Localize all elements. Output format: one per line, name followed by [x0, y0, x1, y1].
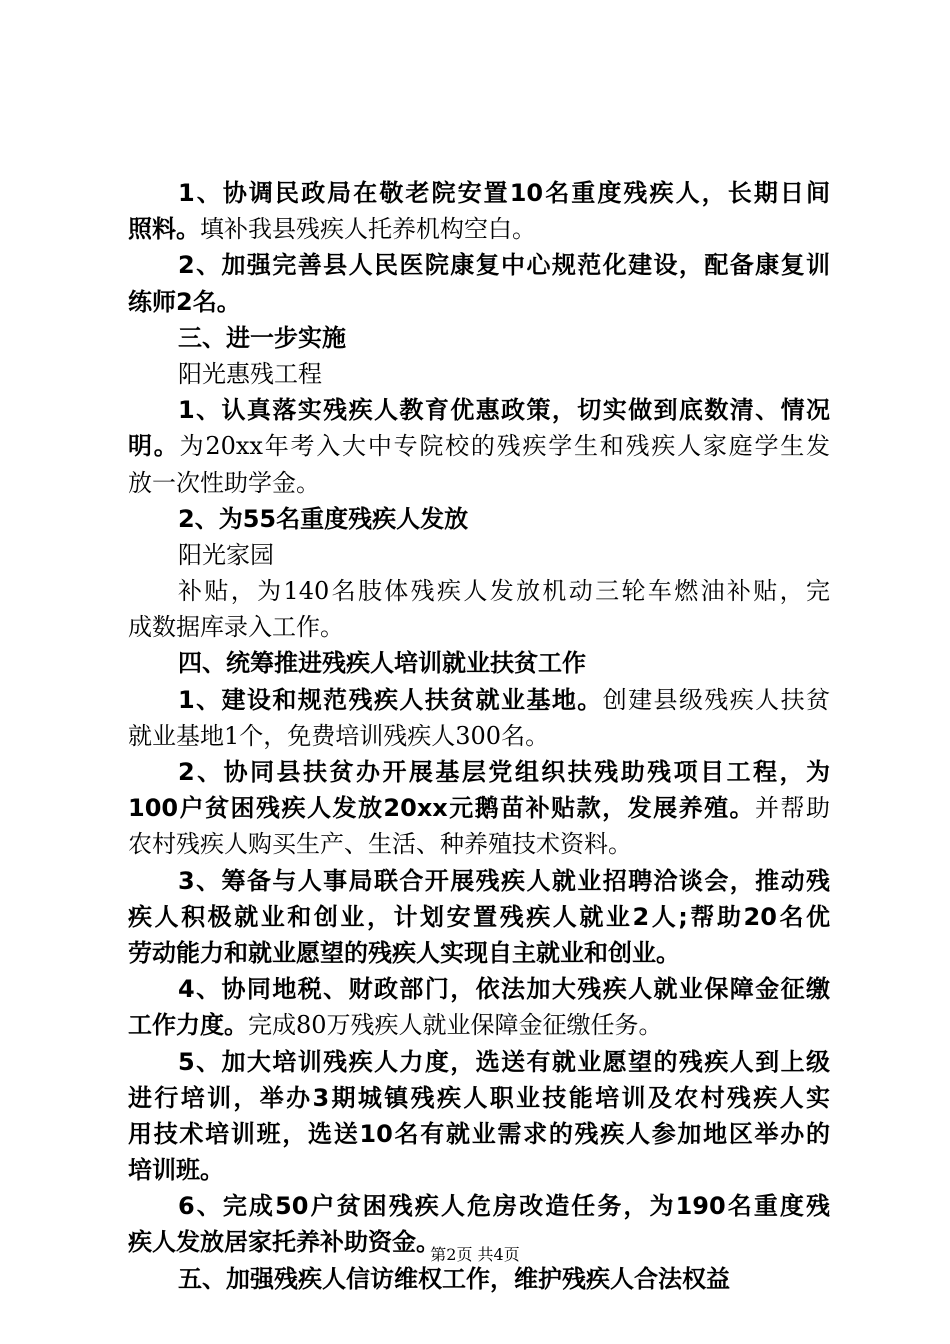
text-line	[128, 935, 830, 971]
text-line	[128, 356, 830, 392]
text-run: 照料。	[128, 215, 200, 244]
text-run: 进行培训，举办3期城镇残疾人职业技能培训及农村残疾人实	[128, 1083, 830, 1112]
text-run: 1、认真落实残疾人教育优惠政策，切实做到底数清、情况	[178, 396, 830, 425]
text-line	[128, 899, 830, 935]
text-run: 就业基地1个，免费培训残疾人300名。	[128, 721, 550, 750]
text-run: 创建县级残疾人扶贫	[602, 685, 830, 714]
text-run: 放一次性助学金。	[128, 468, 320, 497]
text-line	[128, 537, 830, 573]
text-run: 阳光家园	[178, 540, 274, 569]
text-line	[128, 826, 830, 862]
text-line	[128, 320, 830, 356]
text-run: 3、筹备与人事局联合开展残疾人就业招聘洽谈会，推动残	[178, 866, 830, 895]
text-line	[128, 1152, 830, 1188]
document-body	[128, 175, 830, 1297]
text-run: 疾人积极就业和创业，计划安置残疾人就业2人;帮助20名优	[128, 902, 830, 931]
text-line	[128, 1007, 830, 1043]
text-line	[128, 1080, 830, 1116]
text-run: 2、协同县扶贫办开展基层党组织扶残助残项目工程，为	[178, 758, 830, 786]
text-run: 填补我县残疾人托养机构空白。	[200, 215, 536, 244]
text-line	[128, 573, 830, 609]
text-line	[128, 175, 830, 211]
text-run: 疾人发放居家托养补助资金。	[128, 1228, 440, 1257]
text-run: 1、协调民政局在敬老院安置10名重度残疾人，长期日间	[178, 179, 830, 207]
text-run: 劳动能力和就业愿望的残疾人实现自主就业和创业。	[128, 938, 680, 967]
text-line	[128, 428, 830, 464]
text-line	[128, 1044, 830, 1080]
text-run: 100户贫困残疾人发放20xx元鹅苗补贴款，发展养殖。	[128, 794, 756, 823]
text-run: 并帮助	[755, 794, 830, 823]
text-run: 完成80万残疾人就业保障金征缴任务。	[248, 1011, 663, 1040]
text-run: 工作力度。	[128, 1011, 248, 1040]
text-run: 为20xx年考入大中专院校的残疾学生和残疾人家庭学生发	[179, 432, 830, 461]
text-run: 练师2名。	[128, 287, 241, 316]
text-line	[128, 645, 830, 681]
text-run: 五、加强残疾人信访维权工作，维护残疾人合法权益	[178, 1264, 730, 1293]
text-line	[128, 754, 830, 790]
text-line	[128, 718, 830, 754]
text-line	[128, 1188, 830, 1224]
text-line	[128, 1116, 830, 1152]
text-run: 成数据库录入工作。	[128, 613, 344, 642]
text-run: 农村残疾人购买生产、生活、种养殖技术资料。	[128, 830, 632, 859]
text-run: 补贴，为140名肢体残疾人发放机动三轮车燃油补贴，完	[178, 577, 830, 606]
text-run: 4、协同地税、财政部门，依法加大残疾人就业保障金征缴	[178, 975, 830, 1004]
text-run: 培训班。	[128, 1156, 224, 1185]
text-line	[128, 211, 830, 247]
text-run: 明。	[128, 432, 180, 461]
text-run: 2、加强完善县人民医院康复中心规范化建设，配备康复训	[178, 251, 830, 280]
text-line	[128, 609, 830, 645]
text-line	[128, 465, 830, 501]
text-run: 6、完成50户贫困残疾人危房改造任务，为190名重度残	[178, 1192, 830, 1221]
text-line	[128, 501, 830, 537]
text-run: 5、加大培训残疾人力度，选送有就业愿望的残疾人到上级	[178, 1047, 830, 1076]
text-line	[128, 1261, 830, 1297]
text-line	[128, 284, 830, 320]
text-line	[128, 790, 830, 826]
text-run: 三、进一步实施	[178, 323, 346, 352]
text-line	[128, 863, 830, 899]
text-line	[128, 682, 830, 718]
text-line	[128, 392, 830, 428]
page-footer: 第2页 共4页	[430, 1245, 520, 1264]
text-run: 阳光惠残工程	[178, 359, 322, 388]
text-run: 1、建设和规范残疾人扶贫就业基地。	[178, 685, 603, 714]
text-run: 用技术培训班，选送10名有就业需求的残疾人参加地区举办的	[128, 1119, 830, 1148]
text-line	[128, 247, 830, 283]
text-run: 四、统筹推进残疾人培训就业扶贫工作	[178, 649, 586, 678]
text-line	[128, 971, 830, 1007]
text-run: 2、为55名重度残疾人发放	[178, 504, 469, 533]
